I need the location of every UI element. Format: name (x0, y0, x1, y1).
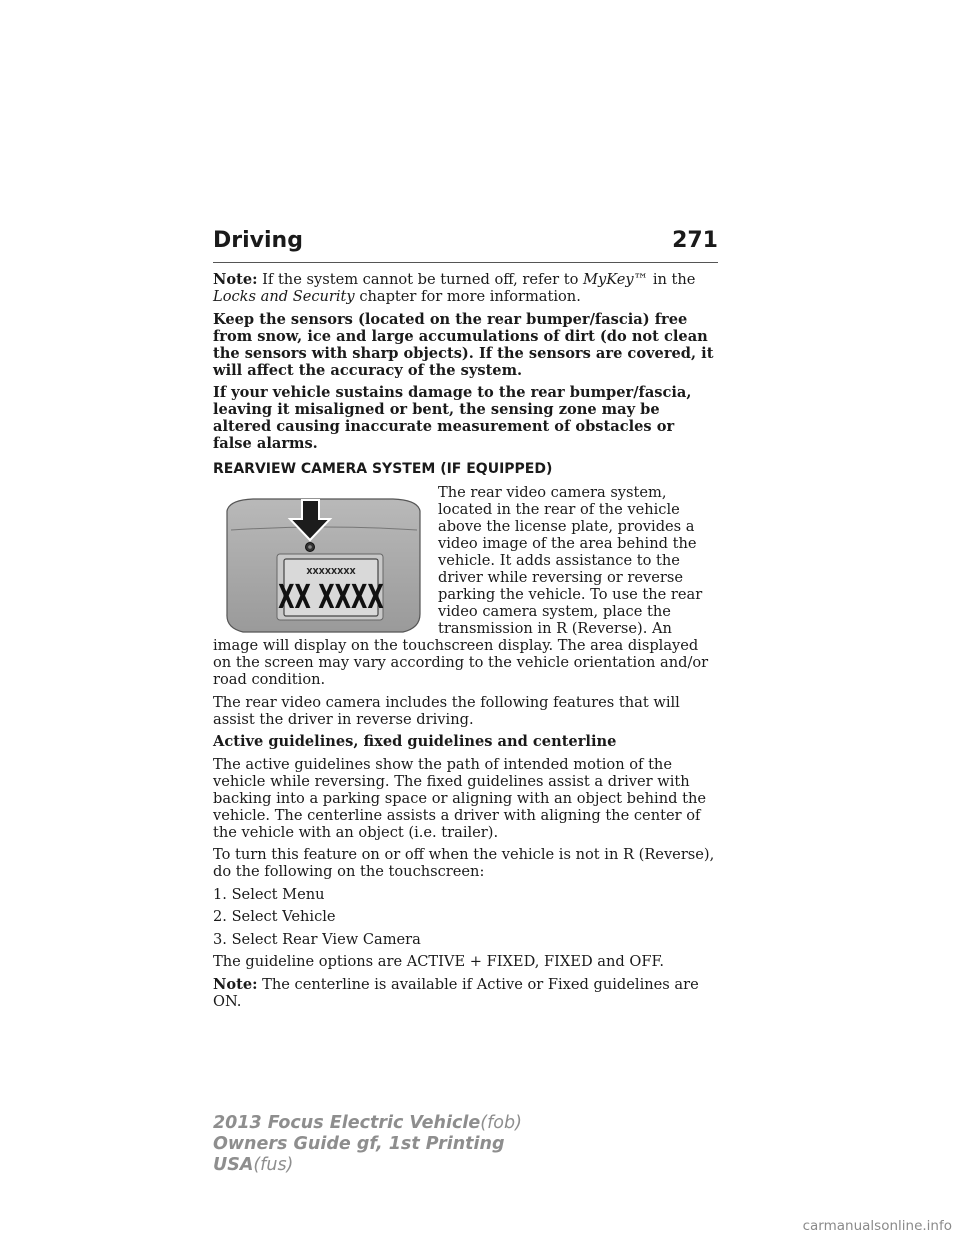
plate-small-text: XXXXXXXX (306, 567, 356, 576)
page-number: 271 (672, 228, 718, 253)
rear-camera-illustration (213, 496, 431, 637)
mykey-reference: MyKey™ (583, 271, 649, 288)
note-label-2: Note: (213, 975, 258, 993)
features-paragraph: The rear video camera includes the following features that will assist the driver in reverse driving. (213, 693, 680, 728)
chapter-reference: Locks and Security (213, 288, 355, 305)
footer-guide: Owners Guide gf, 1st Printing (213, 1134, 505, 1154)
footer-market-code: (fus) (253, 1155, 294, 1175)
note-text-2: in the (652, 271, 696, 288)
step-1: 1. Select Menu (213, 885, 325, 903)
damage-warning-paragraph: If your vehicle sustains damage to the rear bumper/fascia, leaving it misaligned or bent, the sensing zone may be altered causing inaccurate measurement of obstacles or false alarms. (213, 384, 692, 452)
sensor-warning-paragraph: Keep the sensors (located on the rear bumper/fascia) free from snow, ice and large accumulations of dirt (do not clean the sensors with sharp objects). If the sensors are covered, it will affect the accuracy of the system. (213, 310, 714, 379)
page-header (213, 228, 718, 253)
note-text-3: chapter for more information. (359, 288, 581, 305)
note-paragraph-2 (213, 976, 718, 1010)
page-footer (213, 1113, 522, 1176)
footer-vehicle: 2013 Focus Electric Vehicle (213, 1113, 481, 1133)
turn-on-off-paragraph: To turn this feature on or off when the vehicle is not in R (Reverse), do the following on the touchscreen: (213, 846, 715, 880)
step-3: 3. Select Rear View Camera (213, 930, 421, 948)
header-rule (213, 262, 718, 263)
section-heading: REARVIEW CAMERA SYSTEM (IF EQUIPPED) (213, 461, 553, 477)
options-paragraph: The guideline options are ACTIVE + FIXED, FIXED and OFF. (213, 953, 664, 970)
footer-vehicle-code: (fob) (480, 1113, 522, 1133)
footer-market: USA (213, 1155, 254, 1175)
note-text-1: If the system cannot be turned off, refer to (262, 271, 579, 288)
note-label: Note: (213, 271, 258, 288)
step-2: 2. Select Vehicle (213, 908, 336, 925)
note-text-centerline: The centerline is available if Active or Fixed guidelines are ON. (213, 975, 699, 1010)
watermark-link[interactable]: carmanualsonline.info (802, 1218, 952, 1234)
page-content (213, 271, 718, 1015)
guidelines-paragraph: The active guidelines show the path of intended motion of the vehicle while reversing. The fixed guidelines assist a driver with backing into a parking space or aligning with an object behind the vehicle. The centerline assists a driver with aligning the center of the vehicle with an object (i.e. trailer). (213, 755, 707, 841)
plate-main-text: XX XXXX (278, 579, 384, 617)
guidelines-subheading: Active guidelines, fixed guidelines and centerline (213, 733, 617, 750)
note-paragraph-1 (213, 271, 718, 305)
camera-intro-paragraph: The rear video camera system, located in the rear of the vehicle above the license plate, provides a video image of the area behind the vehicle. It adds assistance to the driver while reversing or reverse parking the vehicle. To use the rear video camera system, place the transmission in R (Reverse). An image will display on the touchscreen display. The area displayed on the screen may vary according to the vehicle orientation and/or road condition. (213, 484, 709, 688)
section-title-header: Driving (213, 228, 303, 253)
